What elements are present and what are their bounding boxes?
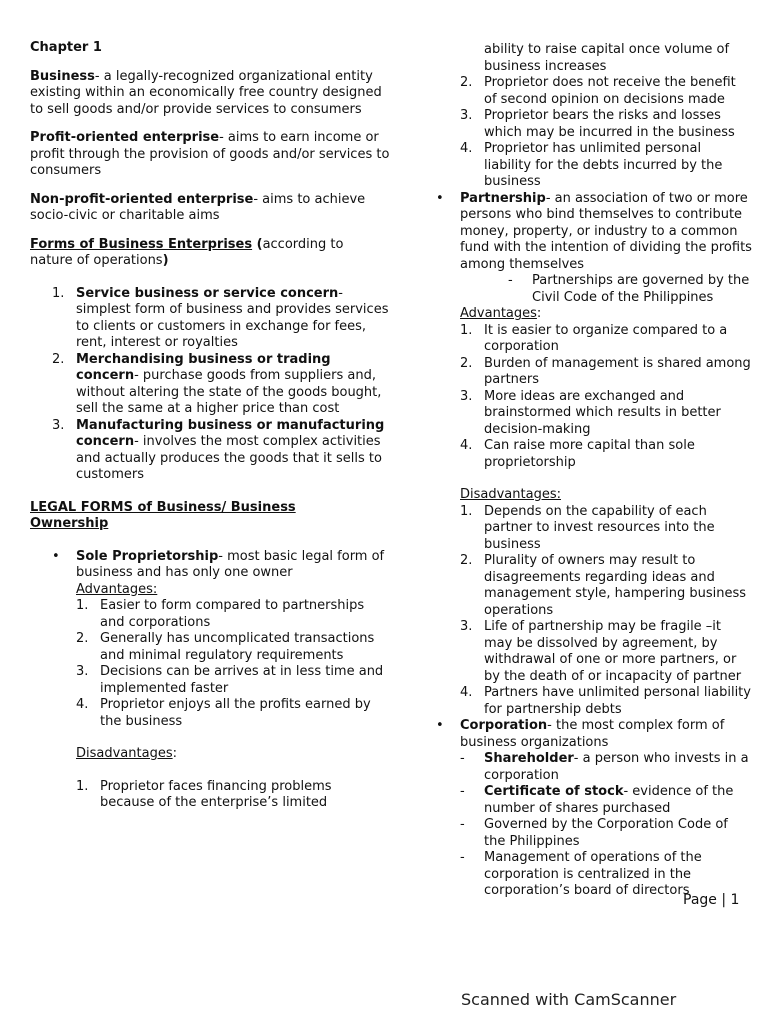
item-number: 3. bbox=[460, 108, 473, 123]
item-text: Generally has uncomplicated transactions and minimal regulatory requirements bbox=[100, 631, 375, 663]
dash: - bbox=[460, 850, 465, 865]
item-text: More ideas are exchanged and brainstormed which results in better decision-making bbox=[484, 388, 721, 437]
left-column bbox=[30, 38, 390, 812]
item-text: Management of operations of the corporation is centralized in the corporation’s board of directors bbox=[484, 850, 702, 898]
list-item bbox=[460, 108, 752, 141]
corporation-subitem bbox=[460, 817, 752, 850]
scanner-watermark: Scanned with CamScanner bbox=[461, 990, 677, 1009]
item-text: Governed by the Corporation Code of the Philippines bbox=[484, 817, 728, 849]
dash: - bbox=[508, 273, 513, 288]
label: Advantages bbox=[460, 306, 537, 321]
bullet-icon: • bbox=[436, 190, 444, 206]
item-number: 3. bbox=[460, 388, 473, 404]
right-column bbox=[436, 42, 752, 900]
list-item bbox=[460, 619, 752, 685]
item-text: It is easier to organize compared to a corporation bbox=[484, 322, 728, 354]
forms-heading-note: according to nature of operations bbox=[30, 236, 344, 268]
item-number: 2. bbox=[460, 553, 473, 568]
term: Manufacturing business or manufacturing concern bbox=[76, 417, 385, 449]
item-text: Can raise more capital than sole proprietorship bbox=[484, 438, 695, 470]
colon: : bbox=[172, 746, 177, 761]
item-number: 3. bbox=[52, 417, 65, 433]
dash: - bbox=[460, 751, 465, 766]
definition: - involves the most complex activities and actually produces the goods that it sells to customers bbox=[76, 434, 382, 482]
list-item bbox=[460, 504, 752, 554]
item-number: 2. bbox=[460, 355, 473, 371]
list-item bbox=[460, 685, 752, 718]
definition: - aims to achieve socio-civic or charitable aims bbox=[30, 191, 366, 223]
item-text: Proprietor does not receive the benefit of second opinion on decisions made bbox=[484, 75, 736, 107]
list-item bbox=[76, 697, 390, 730]
item-number: 2. bbox=[460, 75, 473, 90]
list-item bbox=[460, 141, 752, 191]
item-number: 4. bbox=[460, 685, 473, 700]
corporation-subitem bbox=[460, 784, 752, 817]
definition: - aims to earn income or profit through the provision of goods and/or services to consumers bbox=[30, 130, 390, 178]
item-number: 4. bbox=[76, 697, 89, 712]
paren-close: ) bbox=[162, 253, 169, 268]
definition: - a legally-recognized organizational entity existing within an economically free country designed to sell goods and/or provide services to consumers bbox=[30, 68, 382, 117]
advantages-label: Advantages: bbox=[76, 581, 158, 597]
item-text: Partners have unlimited personal liability for partnership debts bbox=[484, 685, 751, 717]
forms-heading-title: Forms of Business Enterprises bbox=[30, 236, 253, 252]
continued-text: ability to raise capital once volume of business increases bbox=[484, 42, 730, 74]
chapter-heading: Chapter 1 bbox=[30, 40, 102, 55]
item-text: Easier to form compared to partnerships and corporations bbox=[100, 598, 365, 630]
list-item bbox=[76, 779, 390, 812]
item-number: 4. bbox=[460, 141, 473, 156]
term: Business bbox=[30, 68, 95, 84]
item-number: 4. bbox=[460, 438, 473, 453]
list-item bbox=[460, 356, 752, 389]
item-text: Life of partnership may be fragile –it may be dissolved by agreement, by withdrawal of one or more partners, or by the death of or incapacity of partner bbox=[484, 619, 742, 684]
profit-definition bbox=[30, 130, 390, 180]
corporation-subitem bbox=[460, 751, 752, 784]
partnership-item bbox=[436, 191, 752, 274]
item-number: 1. bbox=[460, 322, 473, 338]
bullet-icon: • bbox=[52, 548, 60, 564]
item-number: 1. bbox=[460, 503, 473, 519]
term: Partnership bbox=[460, 190, 546, 206]
term: Corporation bbox=[460, 718, 548, 733]
nonprofit-definition bbox=[30, 192, 390, 225]
list-item bbox=[52, 286, 390, 352]
forms-heading bbox=[30, 237, 390, 270]
item-number: 1. bbox=[76, 778, 89, 794]
list-item bbox=[52, 418, 390, 484]
item-text: Proprietor enjoys all the profits earned by the business bbox=[100, 697, 371, 729]
item-text: Plurality of owners may result to disagreements regarding ideas and management style, hampering business operations bbox=[484, 553, 747, 618]
list-item bbox=[460, 323, 752, 356]
item-number: 1. bbox=[52, 285, 65, 301]
page-number: Page | 1 bbox=[683, 892, 740, 908]
item-text: Proprietor has unlimited personal liability for the debts incurred by the business bbox=[484, 141, 723, 189]
paren-open: ( bbox=[252, 236, 263, 252]
item-number: 3. bbox=[76, 664, 89, 679]
note-text: Partnerships are governed by the Civil Code of the Philippines bbox=[532, 273, 750, 305]
term: Sole Proprietorship bbox=[76, 548, 219, 564]
term: Profit-oriented enterprise bbox=[30, 130, 220, 145]
item-number: 2. bbox=[76, 631, 89, 646]
term: Non-profit-oriented enterprise bbox=[30, 191, 254, 207]
definition: - simplest form of business and provides services to clients or customers in exchange for fees, rent, interest or royalties bbox=[76, 285, 389, 350]
item-text: - evidence of the number of shares purchased bbox=[484, 784, 734, 816]
list-item bbox=[460, 553, 752, 619]
item-number: 3. bbox=[460, 619, 473, 634]
term: Service business or service concern bbox=[76, 285, 339, 301]
disadvantages-label bbox=[76, 746, 390, 763]
partnership-disadvantages-label: Disadvantages: bbox=[460, 487, 561, 502]
definition: - most basic legal form of business and has only one owner bbox=[76, 548, 385, 580]
list-item bbox=[76, 631, 390, 664]
dash: - bbox=[460, 817, 465, 832]
item-text: Proprietor faces financing problems because of the enterprise’s limited bbox=[100, 778, 332, 810]
corporation-item bbox=[436, 718, 752, 751]
list-item bbox=[52, 352, 390, 418]
list-item bbox=[460, 75, 752, 108]
definition: - the most complex form of business organizations bbox=[460, 718, 725, 750]
item-text: - a person who invests in a corporation bbox=[484, 751, 749, 783]
item-number: 1. bbox=[76, 598, 89, 613]
term: Shareholder bbox=[484, 751, 574, 766]
dash: - bbox=[460, 784, 465, 799]
term: Certificate of stock bbox=[484, 784, 624, 799]
item-number: 2. bbox=[52, 351, 65, 367]
item-text: Depends on the capability of each partner to invest resources into the business bbox=[484, 503, 715, 552]
item-text: Proprietor bears the risks and losses which may be incurred in the business bbox=[484, 108, 735, 140]
colon: : bbox=[536, 306, 542, 321]
term: Merchandising business or trading concern bbox=[76, 351, 331, 383]
list-item bbox=[76, 598, 390, 631]
partnership-advantages-label bbox=[460, 306, 752, 323]
definition: - an association of two or more persons who bind themselves to contribute money, property, or industry to a common fund with the intention of dividing the profits among themselves bbox=[460, 190, 752, 272]
label: Disadvantages bbox=[76, 746, 173, 761]
partnership-note bbox=[508, 273, 752, 306]
bullet-icon: • bbox=[436, 718, 444, 733]
item-text: Burden of management is shared among partners bbox=[484, 355, 751, 387]
list-item bbox=[460, 438, 752, 471]
list-item bbox=[76, 664, 390, 697]
legal-forms-heading: LEGAL FORMS of Business/ Business Ownership bbox=[30, 499, 296, 531]
item-text: Decisions can be arrives at in less time and implemented faster bbox=[100, 664, 384, 696]
business-definition bbox=[30, 69, 390, 119]
definition: - purchase goods from suppliers and, without altering the state of the goods bought, sell the same at a higher price than cost bbox=[76, 368, 382, 416]
list-item bbox=[460, 389, 752, 439]
sole-proprietorship-item bbox=[52, 549, 390, 582]
